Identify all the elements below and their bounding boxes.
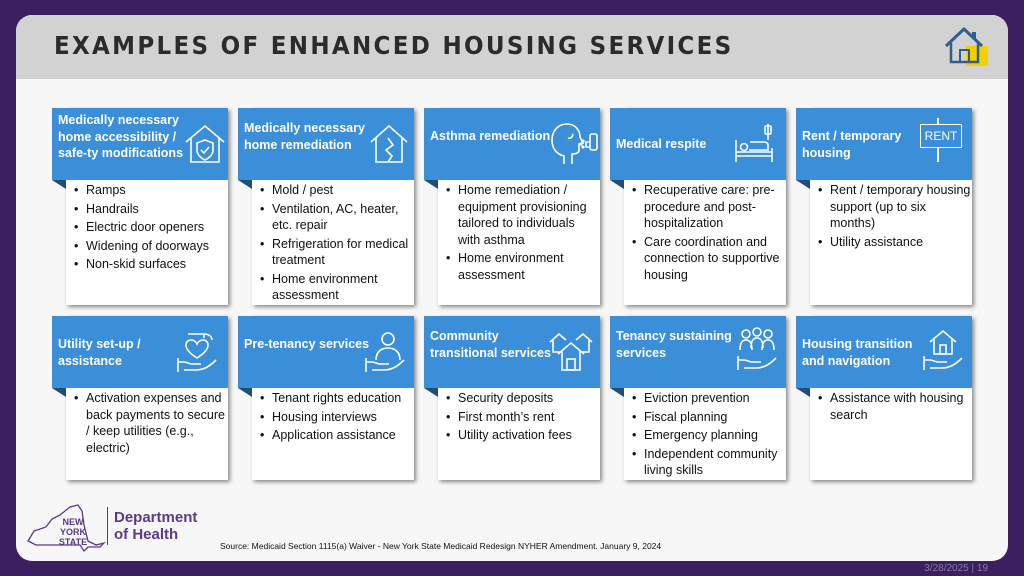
rent-sign-label: RENT <box>920 124 962 148</box>
card-list <box>628 390 786 481</box>
list-item: • Application assistance <box>256 427 414 444</box>
card-title: Asthma remediation <box>430 129 551 143</box>
house-hand-icon <box>920 326 966 372</box>
houses-community-icon <box>548 326 594 372</box>
card-title: Housing transition and navigation <box>802 337 913 368</box>
nys-logo-line2: YORK <box>59 527 87 537</box>
card-list <box>442 182 600 285</box>
list-item: • Recuperative care: pre-procedure and post-hospitalization <box>628 182 786 232</box>
nys-logo-line1: NEW <box>62 517 84 527</box>
card-title: Medically necessary home accessibility / safe-ty modifications <box>58 113 184 160</box>
logo-divider <box>107 507 108 545</box>
department-name <box>114 509 197 543</box>
people-hand-icon <box>734 326 780 372</box>
list-item: • Ventilation, AC, heater, etc. repair <box>256 201 414 234</box>
list-item: • Housing interviews <box>256 409 414 426</box>
list-item: • Activation expenses and back payments to secure / keep utilities (e.g., electric) <box>70 390 228 456</box>
rent-sign-icon <box>920 118 966 166</box>
card-list <box>256 390 414 446</box>
list-item: • Handrails <box>70 201 228 218</box>
card-list <box>442 390 600 446</box>
card-title: Rent / temporary housing <box>802 129 902 160</box>
department-line2: of Health <box>114 526 179 543</box>
list-item: • Rent / temporary housing support (up to six months) <box>814 182 972 232</box>
department-line1: Department <box>114 509 198 526</box>
nys-logo <box>26 501 106 558</box>
hand-heart-icon <box>174 328 220 374</box>
list-item: • Security deposits <box>442 390 600 407</box>
card-title: Medical respite <box>616 137 707 151</box>
card-title: Pre-tenancy services <box>244 337 370 351</box>
list-item: • Mold / pest <box>256 182 414 199</box>
list-item: • Widening of doorways <box>70 238 228 255</box>
house-logo-icon <box>942 24 990 68</box>
person-desk-icon <box>362 328 408 374</box>
card-title: Tenancy sustaining services <box>616 329 732 360</box>
list-item: • Home environment assessment <box>256 271 414 304</box>
list-item: • Assistance with housing search <box>814 390 972 423</box>
list-item: • Utility assistance <box>814 234 972 251</box>
house-crack-icon <box>366 120 412 166</box>
list-item: • Refrigeration for medical treatment <box>256 236 414 269</box>
card-list <box>628 182 786 285</box>
slide-header <box>16 15 1008 79</box>
card-title: Utility set-up / assistance <box>58 337 141 368</box>
list-item: • First month’s rent <box>442 409 600 426</box>
card-list <box>814 182 972 252</box>
card-list <box>70 390 228 458</box>
inhaler-head-icon <box>544 120 600 166</box>
list-item: • Independent community living skills <box>628 446 786 479</box>
card-title: Medically necessary home remediation <box>244 121 365 152</box>
list-item: • Utility activation fees <box>442 427 600 444</box>
nys-logo-line3: STATE <box>58 537 88 547</box>
page-number: 3/28/2025 | 19 <box>924 563 988 574</box>
hospital-bed-icon <box>732 120 778 166</box>
list-item: • Care coordination and connection to supportive housing <box>628 234 786 284</box>
card-list <box>70 182 228 275</box>
list-item: • Emergency planning <box>628 427 786 444</box>
list-item: • Fiscal planning <box>628 409 786 426</box>
card-title: Community transitional services <box>430 329 551 360</box>
list-item: • Home remediation / equipment provisioning tailored to individuals with asthma <box>442 182 600 248</box>
slide <box>16 15 1008 561</box>
house-shield-icon <box>182 120 228 166</box>
nys-map-icon <box>26 501 106 553</box>
source-note: Source: Medicaid Section 1115(a) Waiver - New York State Medicaid Redesign NYHER Amendment. January 9, 2024 <box>220 541 662 551</box>
page-title: EXAMPLES OF ENHANCED HOUSING SERVICES <box>54 31 734 60</box>
card-list <box>814 390 972 425</box>
list-item: • Home environment assessment <box>442 250 600 283</box>
card-list <box>256 182 414 306</box>
list-item: • Ramps <box>70 182 228 199</box>
list-item: • Tenant rights education <box>256 390 414 407</box>
list-item: • Non-skid surfaces <box>70 256 228 273</box>
list-item: • Electric door openers <box>70 219 228 236</box>
list-item: • Eviction prevention <box>628 390 786 407</box>
